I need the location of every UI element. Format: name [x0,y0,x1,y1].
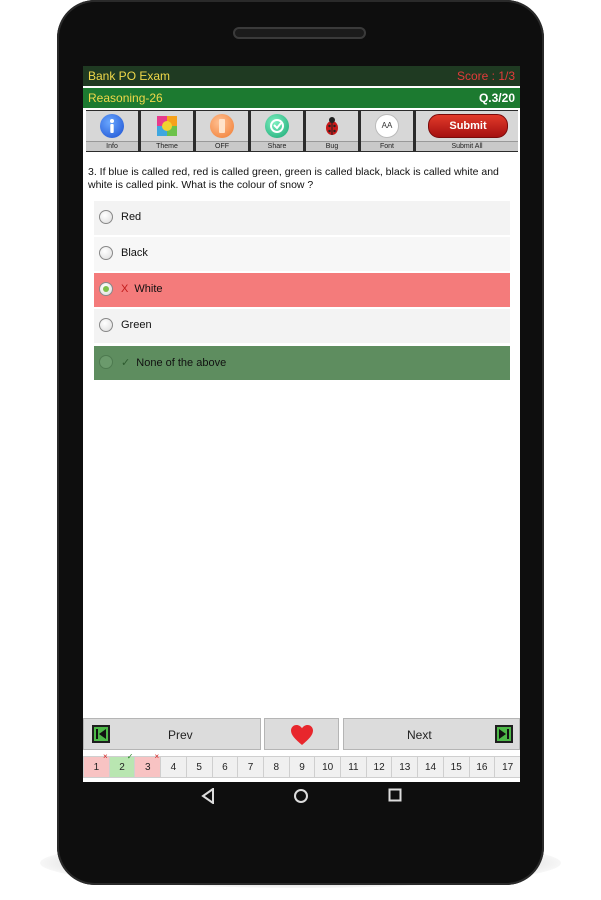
page-15-button[interactable] [443,756,470,778]
page-3-button[interactable] [134,752,161,778]
app-screen [83,66,520,782]
page-number: 2 [119,762,125,773]
font-button[interactable] [361,111,413,151]
title-bar [83,66,520,86]
page-11-button[interactable] [340,756,367,778]
next-label: Next [407,728,432,742]
page-number: 15 [450,762,462,773]
radio-button-selected[interactable] [99,282,113,296]
share-label: Share [251,141,303,151]
back-icon[interactable] [201,788,215,808]
option-label: White [134,283,163,295]
page-number: 1 [93,762,100,773]
share-button[interactable] [251,111,303,151]
radio-button[interactable] [99,210,113,224]
sound-icon [210,114,234,138]
page-6-button[interactable] [212,756,239,778]
question-counter: Q.3/20 [478,91,515,105]
option-1[interactable] [94,201,510,235]
page-number: 17 [502,762,514,773]
page-1-button[interactable] [83,752,110,778]
page-number: 9 [299,762,305,773]
prev-button[interactable] [83,718,261,750]
page-number: 14 [424,762,437,773]
page-2-button[interactable] [109,752,136,778]
option-4[interactable] [94,309,510,343]
prev-label: Prev [168,728,193,742]
theme-label: Theme [141,141,193,151]
page-16-button[interactable] [469,756,496,778]
option-label: Red [121,211,142,223]
subject-label: Reasoning-26 [88,91,163,105]
submit-all-area [416,111,518,151]
radio-button[interactable] [99,318,113,332]
option-label: Black [121,247,148,259]
option-label: None of the above [136,357,227,369]
skip-last-icon[interactable] [495,725,513,743]
sound-label: OFF [196,141,248,151]
page-number: 12 [373,762,385,773]
wrong-mark-icon: X [121,283,129,295]
subject-bar [83,88,520,108]
page-13-button[interactable] [391,756,418,778]
page-number: 3 [144,762,151,773]
wrong-flag-icon: × [103,752,108,761]
question-pager [83,752,520,778]
page-number: 5 [196,762,202,773]
font-icon-text: AA [381,121,393,130]
next-button[interactable] [343,718,520,750]
radio-button[interactable] [99,246,113,260]
page-number: 10 [322,762,334,773]
page-8-button[interactable] [263,756,290,778]
score-label: Score : 1/3 [456,69,515,83]
page-14-button[interactable] [417,756,444,778]
home-icon[interactable] [293,788,309,808]
page-number: 6 [222,762,228,773]
navigation-bar [83,718,520,752]
recents-icon[interactable] [388,788,402,806]
option-2[interactable] [94,237,510,271]
option-3[interactable] [94,273,510,307]
page-10-button[interactable] [314,756,341,778]
question-text: 3. If blue is called red, red is called green, green is called black, black is called white and white is called pink. What is the colour of snow ? [88,166,499,191]
right-flag-icon: ✓ [126,752,134,761]
bug-label: Bug [306,141,358,151]
submit-button[interactable]: Submit [428,114,508,138]
font-icon [375,114,399,138]
toolbar [86,110,518,152]
wrong-flag-icon: × [154,752,160,761]
info-label: Info [86,141,138,151]
page-12-button[interactable] [366,756,393,778]
skip-first-icon[interactable] [92,725,110,743]
radio-button[interactable] [99,355,113,369]
page-number: 8 [273,762,280,773]
phone-frame [57,0,544,885]
page-number: 4 [170,762,177,773]
page-number: 13 [399,762,411,773]
page-number: 16 [476,762,488,773]
page-number: 7 [247,762,254,773]
share-icon [265,114,289,138]
bug-icon [320,114,344,138]
page-5-button[interactable] [186,756,213,778]
bug-button[interactable] [306,111,358,151]
submit-all-label: Submit All [416,141,518,151]
correct-mark-icon: ✓ [121,357,131,369]
page-17-button[interactable] [494,756,520,778]
info-icon [100,114,124,138]
page-4-button[interactable] [160,756,187,778]
info-button[interactable] [86,111,138,151]
app-title: Bank PO Exam [88,69,171,83]
android-nav-bar [57,782,544,816]
speaker-grille [233,27,366,39]
page-number: 11 [348,762,359,773]
favorite-button[interactable] [264,718,339,750]
theme-icon [155,114,179,138]
option-5[interactable] [94,346,510,380]
option-label: Green [121,319,152,331]
page-7-button[interactable] [237,756,264,778]
theme-button[interactable] [141,111,193,151]
font-label: Font [361,141,413,151]
heart-icon [290,724,314,751]
sound-toggle-button[interactable] [196,111,248,151]
page-9-button[interactable] [289,756,316,778]
